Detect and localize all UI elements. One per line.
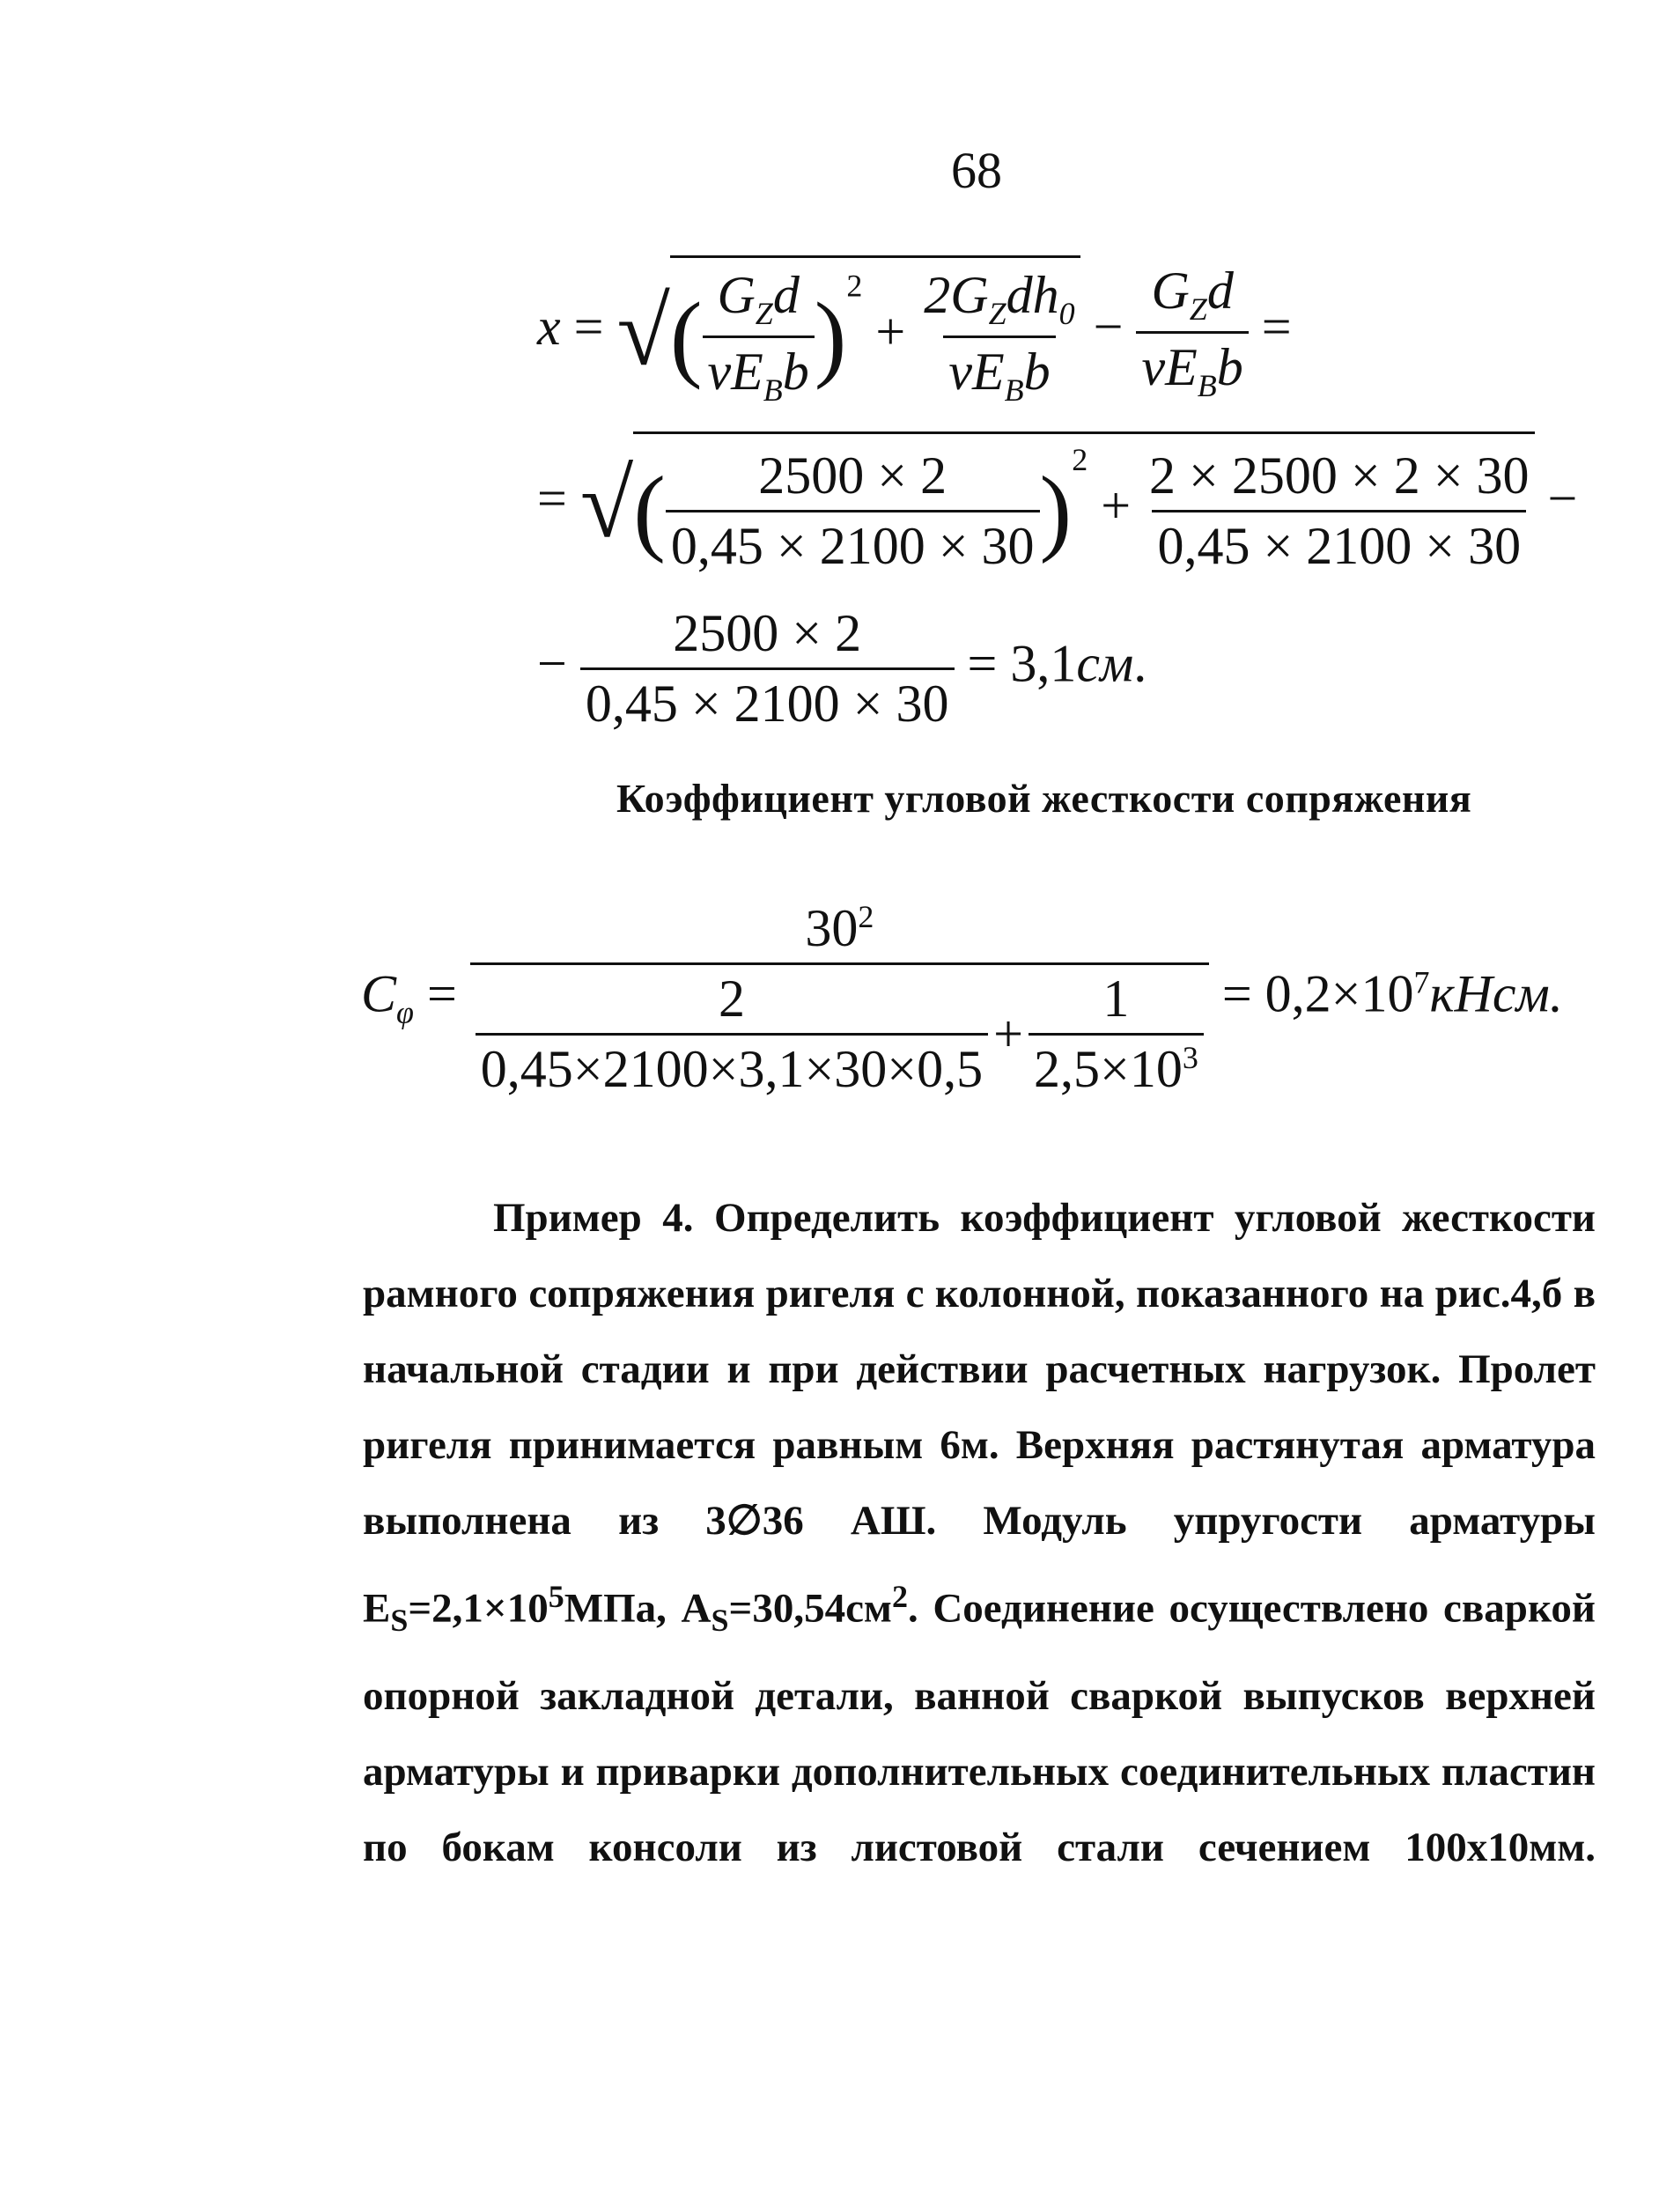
paragraph-line-7: опорной закладной детали, ванной сваркой выпусков верхней (363, 1673, 1596, 1720)
page-number: 68 (951, 142, 1002, 199)
paragraph-line-9: по бокам консоли из листовой стали сечением 100х10мм. (363, 1825, 1596, 1871)
formula-x-eq: = (573, 297, 604, 356)
fraction-c-phi-inner-1: $\frac{2}{0,45\times 2100\times 3,1\times 30\times 0,5}$ (476, 969, 988, 1100)
fraction-gzd-over-vebb: $\frac{G_Zd}{\nu E_Bb}$ (703, 265, 815, 409)
fraction-gzd-over-vebb-2: $\frac{G_Zd}{\nu E_Bb}$ (1136, 261, 1248, 404)
section-caption: Коэффициент угловой жесткости сопряжения (616, 776, 1472, 821)
fraction-numeric-2: $\frac{2 \times 2500 \times 2 \times 30}{0,45 \times 2100 \times 30}$ (1149, 446, 1530, 575)
paragraph-line-8: арматуры и приварки дополнительных соединительных пластин (363, 1749, 1596, 1795)
paragraph-line-3: начальной стадии и при действии расчетных нагрузок. Пролет (363, 1346, 1596, 1392)
paragraph-line-6: $Е_S=2,1\times 10^5МПа$, $А_S=30,54см^2$. Соединение осуществлено сваркой (363, 1579, 1596, 1639)
example-paragraph (363, 1180, 1596, 1885)
formula-c-phi: $C_\varphi$ = $30^2$ $\frac{2}{0,45\times 2100\times 3,1\times 30\times 0,5}$ + $\frac{1}{2,5\times 10^3}$ = $0,2\times 10^7кНсм$. (361, 899, 1563, 1098)
fraction-numeric-1: $\frac{2500 \times 2}{0,45 \times 2100 \times 30}$ (666, 446, 1040, 577)
paragraph-line-2: рамного сопряжения ригеля с колонной, показанного на рис.4,б в (363, 1271, 1596, 1316)
fraction-c-phi-inner-2: $\frac{1}{2,5\times 10^3}$ (1029, 969, 1204, 1100)
sqrt-sign: √ (616, 277, 670, 386)
fraction-2gzdh0-over-vebb: $\frac{2G_Zdh_0}{\nu E_Bb}$ (924, 266, 1075, 408)
formula-x-definition: x = √( $\frac{G_Zd}{\nu E_Bb}$ )$^2$ + $\frac{2G_Zdh_0}{\nu E_Bb}$ − $\frac{G_Zd}{\nu E_Bb}$ = (537, 255, 1292, 409)
formula-x-lhs: x (537, 297, 561, 356)
paragraph-line-5: выполнена из 3∅36 АШ. Модуль упругости арматуры (363, 1498, 1596, 1544)
fraction-result: $\frac{2500 \times 2}{0,45 \times 2100 \times 30}$ (580, 603, 955, 734)
fraction-c-phi-main: $30^2$ $\frac{2}{0,45\times 2100\times 3,1\times 30\times 0,5}$ + $\frac{1}{2,5\times 10^3}$ (470, 898, 1209, 1100)
formula-result: − $\frac{2500 \times 2}{0,45 \times 2100 \times 30}$ = 3,1см. (537, 604, 1147, 733)
paragraph-line-4: ригеля принимается равным 6м. Верхняя растянутая арматура (363, 1422, 1596, 1468)
formula-numeric-substitution: = √( $\frac{2500 \times 2}{0,45 \times 2100 \times 30}$ )$^2$ + $\frac{2 \times 2500 \times 2 \times 30}{0,45 \times 2100 \times 30}$ − (537, 431, 1577, 577)
paragraph-line-1: Пример 4. Определить коэффициент угловой жесткости (493, 1195, 1596, 1241)
